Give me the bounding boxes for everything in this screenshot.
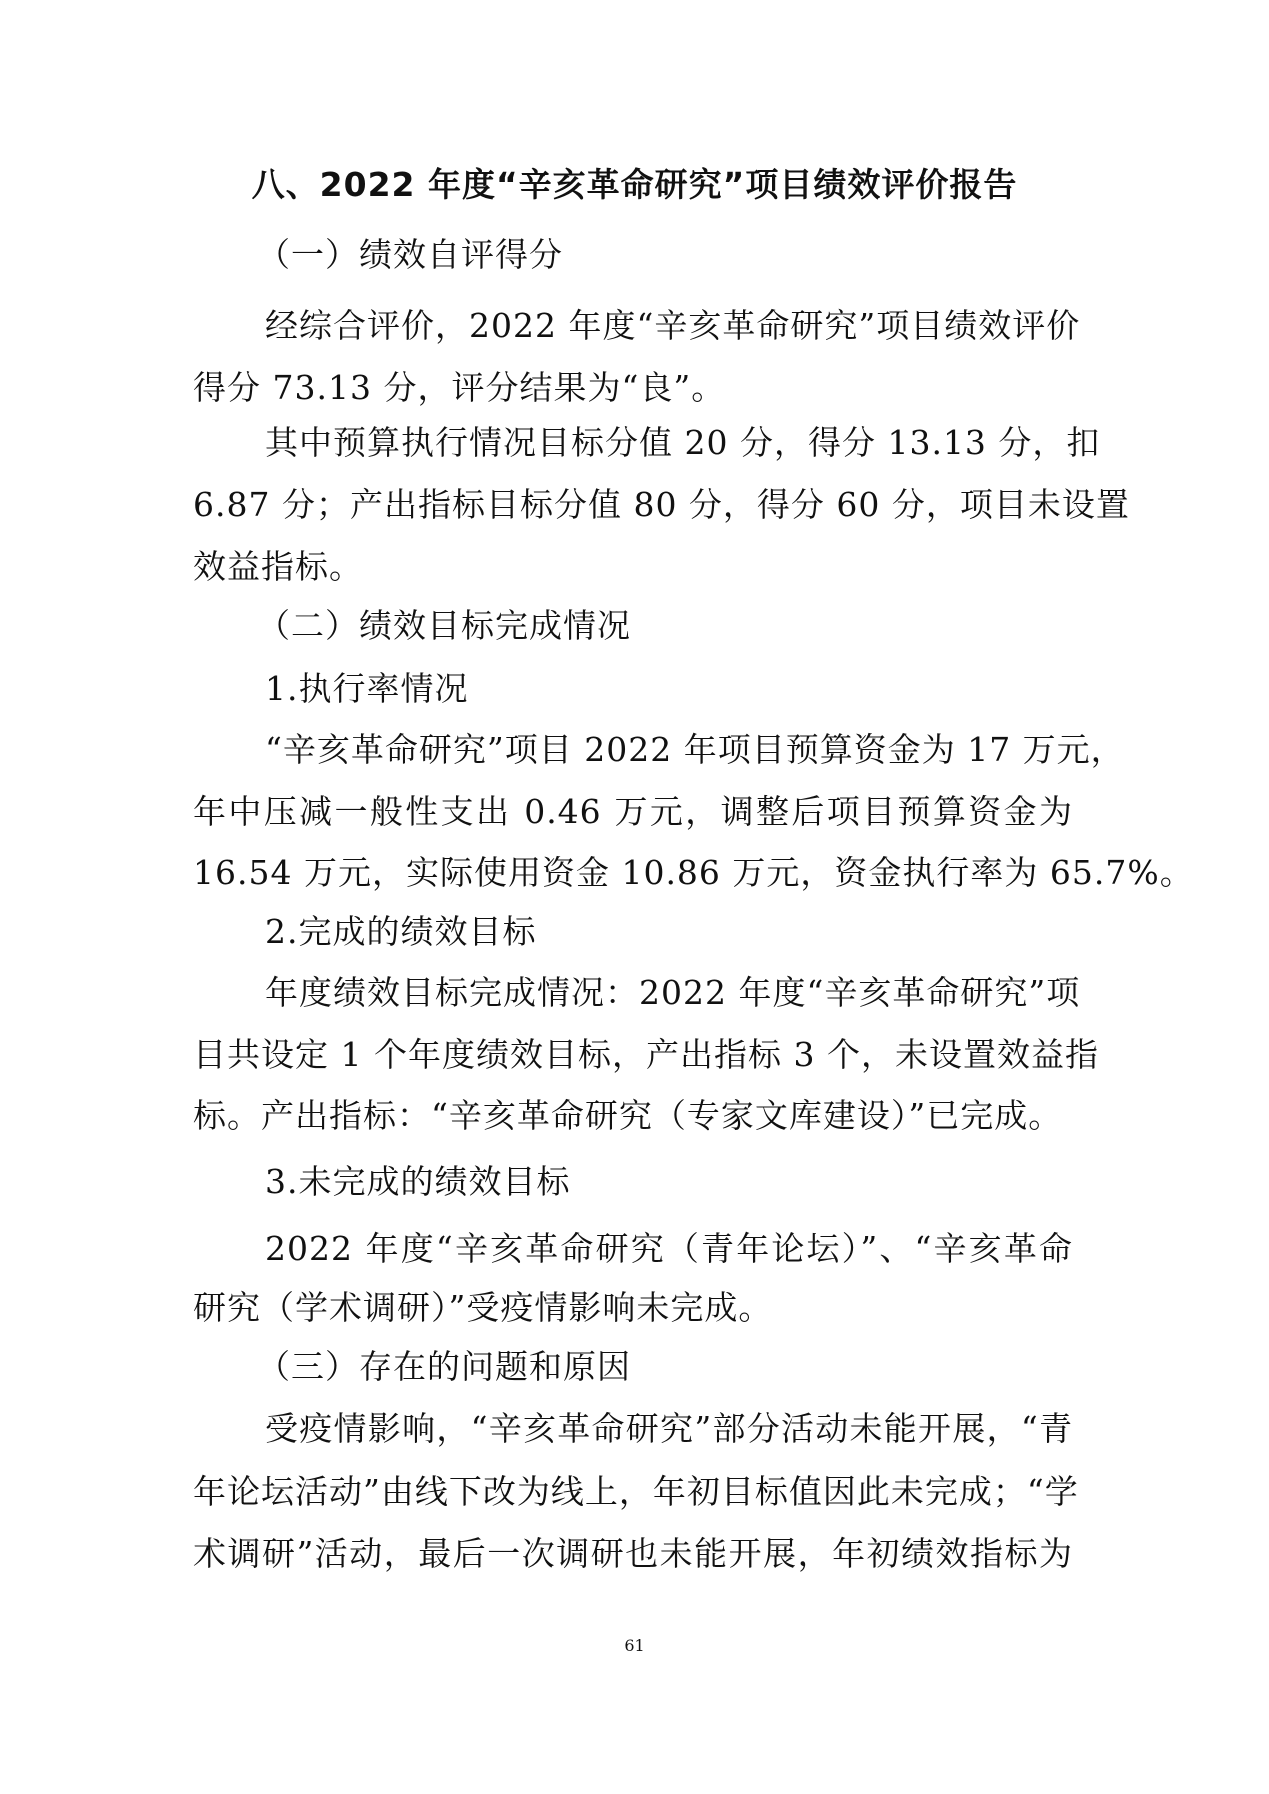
paragraph-line: 2022 年度“辛亥革命研究（青年论坛）”、“辛亥革命 xyxy=(265,1229,1073,1268)
report-title: 八、2022 年度“辛亥革命研究”项目绩效评价报告 xyxy=(251,165,1018,204)
subsection-heading-execution-rate: 1.执行率情况 xyxy=(265,669,469,708)
paragraph-line: “辛亥革命研究”项目 2022 年项目预算资金为 17 万元， xyxy=(265,730,1125,769)
section-heading-problems-and-causes: （三）存在的问题和原因 xyxy=(257,1347,631,1386)
paragraph-line: 其中预算执行情况目标分值 20 分，得分 13.13 分，扣 xyxy=(265,423,1101,462)
paragraph-line: 年中压减一般性支出 0.46 万元，调整后项目预算资金为 xyxy=(193,792,1073,831)
paragraph-line: 受疫情影响，“辛亥革命研究”部分活动未能开展，“青 xyxy=(265,1409,1073,1448)
section-heading-goal-completion: （二）绩效目标完成情况 xyxy=(257,606,631,645)
paragraph-line: 6.87 分；产出指标目标分值 80 分，得分 60 分，项目未设置 xyxy=(193,485,1130,524)
subsection-heading-uncompleted-goals: 3.未完成的绩效目标 xyxy=(265,1162,571,1201)
paragraph-line: 16.54 万元，实际使用资金 10.86 万元，资金执行率为 65.7%。 xyxy=(193,853,1194,892)
subsection-heading-completed-goals: 2.完成的绩效目标 xyxy=(265,912,537,951)
paragraph-line: 得分 73.13 分，评分结果为“良”。 xyxy=(193,368,726,407)
paragraph-line: 年论坛活动”由线下改为线上，年初目标值因此未完成；“学 xyxy=(193,1472,1079,1511)
paragraph-line: 目共设定 1 个年度绩效目标，产出指标 3 个，未设置效益指 xyxy=(193,1035,1099,1074)
paragraph-line: 效益指标。 xyxy=(193,547,363,586)
paragraph-line: 术调研”活动，最后一次调研也未能开展，年初绩效指标为 xyxy=(193,1534,1073,1573)
paragraph-line: 经综合评价，2022 年度“辛亥革命研究”项目绩效评价 xyxy=(265,306,1081,345)
paragraph-line: 年度绩效目标完成情况：2022 年度“辛亥革命研究”项 xyxy=(265,973,1081,1012)
paragraph-line: 研究（学术调研）”受疫情影响未完成。 xyxy=(193,1288,773,1327)
paragraph-line: 标。产出指标：“辛亥革命研究（专家文库建设）”已完成。 xyxy=(193,1096,1063,1135)
page-number: 61 xyxy=(624,1636,645,1655)
section-heading-self-score: （一）绩效自评得分 xyxy=(257,235,563,274)
